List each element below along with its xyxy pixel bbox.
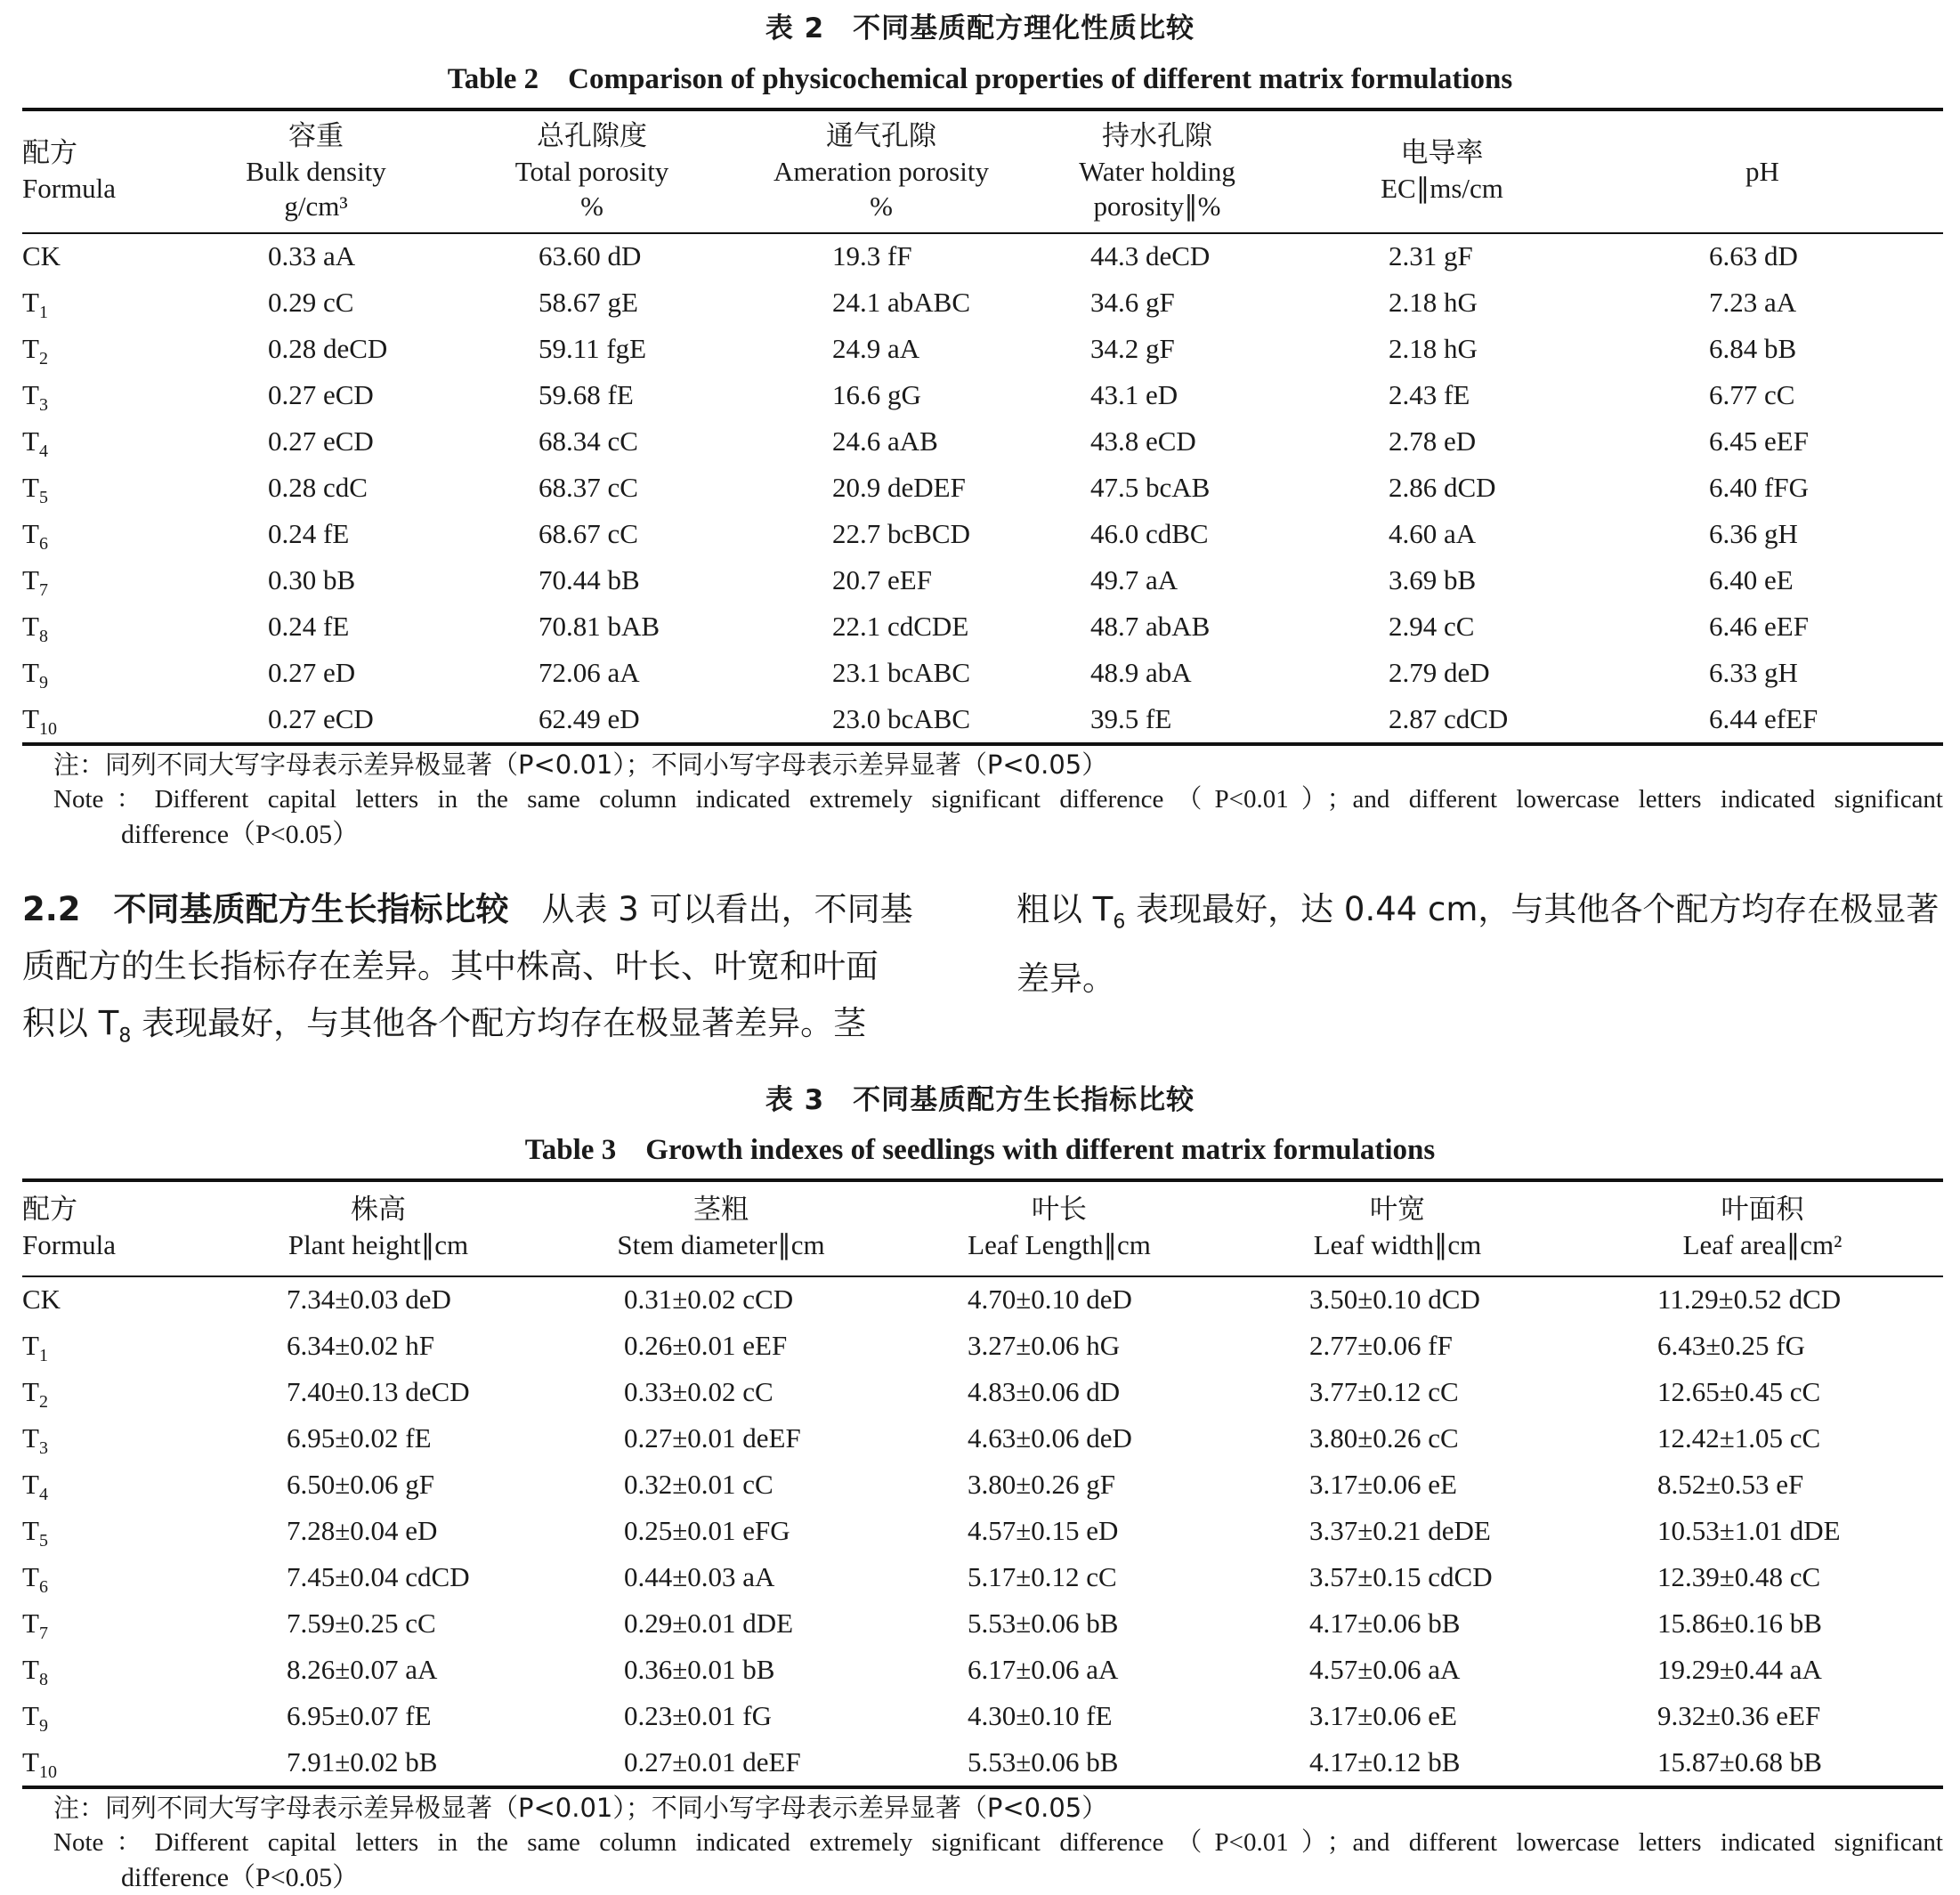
value-cell: 43.1 eD: [1090, 379, 1178, 410]
value-cell: 43.8 eCD: [1090, 425, 1196, 457]
value-cell: 0.33 aA: [268, 240, 356, 271]
table-row: [22, 1462, 1943, 1508]
value-cell: 63.60 dD: [539, 240, 642, 271]
table3-notes: [22, 1791, 1943, 1895]
table-row: [22, 511, 1943, 557]
value-cell: 8.26±0.07 aA: [287, 1654, 438, 1685]
value-cell: 5.53±0.06 bB: [968, 1608, 1119, 1639]
value-cell: 11.29±0.52 dCD: [1657, 1284, 1842, 1315]
formula-cell: $T_3$: [22, 1422, 48, 1459]
value-cell: 0.28 deCD: [268, 333, 388, 364]
value-cell: 23.1 bcABC: [832, 657, 970, 688]
value-cell: 20.7 eEF: [832, 564, 932, 595]
table2-caption-cn: 表 2 不同基质配方理化性质比较: [765, 12, 1195, 45]
value-cell: 6.50±0.06 gF: [287, 1469, 435, 1500]
formula-cell: $T_2$: [22, 1376, 48, 1413]
value-cell: 23.0 bcABC: [832, 703, 970, 734]
value-cell: 6.17±0.06 aA: [968, 1654, 1119, 1685]
value-cell: 0.29 cC: [268, 287, 354, 318]
table-row: [22, 1739, 1943, 1786]
value-cell: 4.60 aA: [1389, 518, 1477, 549]
section-heading: 2.2 不同基质配方生长指标比较: [22, 890, 509, 928]
value-cell: 68.37 cC: [539, 472, 638, 503]
value-cell: 6.40 eE: [1709, 564, 1794, 595]
value-cell: 3.50±0.10 dCD: [1309, 1284, 1480, 1315]
formula-cell: $T_{10}$: [22, 703, 57, 740]
formula-cell: $T_9$: [22, 657, 48, 693]
value-cell: 3.80±0.26 cC: [1309, 1422, 1459, 1454]
value-cell: 7.23 aA: [1709, 287, 1797, 318]
value-cell: 7.45±0.04 cdCD: [287, 1561, 470, 1592]
formula-cell: $T_4$: [22, 425, 48, 462]
formula-cell: $T_{10}$: [22, 1746, 57, 1783]
table-row: [22, 1323, 1943, 1369]
value-cell: 6.46 eEF: [1709, 611, 1809, 642]
table-row: [22, 1508, 1943, 1554]
value-cell: 39.5 fE: [1090, 703, 1172, 734]
value-cell: 6.40 fFG: [1709, 472, 1809, 503]
table3-caption-en: Table 3 Growth indexes of seedlings with different matrix formulations: [524, 1134, 1436, 1166]
value-cell: 34.2 gF: [1090, 333, 1175, 364]
value-cell: 3.80±0.26 gF: [968, 1469, 1116, 1500]
value-cell: 7.59±0.25 cC: [287, 1608, 436, 1639]
value-cell: 0.31±0.02 cCD: [624, 1284, 794, 1315]
section-text-line5: 差异。: [1016, 960, 1115, 999]
table-row: [22, 418, 1943, 465]
value-cell: 6.45 eEF: [1709, 425, 1809, 457]
value-cell: 6.84 bB: [1709, 333, 1797, 364]
value-cell: 6.36 gH: [1709, 518, 1798, 549]
table2-header-ph: pH: [1745, 156, 1779, 187]
table-row: [22, 1369, 1943, 1415]
value-cell: 5.53±0.06 bB: [968, 1746, 1119, 1778]
formula-cell: $T_6$: [22, 518, 48, 555]
formula-cell: $T_4$: [22, 1469, 48, 1505]
section-text-line4: 粗以 $T_6$ 表现最好，达 0.44 cm，与其他各个配方均存在极显著: [1016, 890, 1940, 934]
value-cell: 0.23±0.01 fG: [624, 1700, 772, 1731]
value-cell: 6.95±0.02 fE: [287, 1422, 432, 1454]
table-row: [22, 1647, 1943, 1693]
formula-cell: $T_8$: [22, 1654, 48, 1690]
value-cell: 58.67 gE: [539, 287, 638, 318]
formula-cell: CK: [22, 240, 61, 271]
value-cell: 24.1 abABC: [832, 287, 970, 318]
value-cell: 0.27 eD: [268, 657, 356, 688]
value-cell: 2.77±0.06 fF: [1309, 1330, 1453, 1361]
value-cell: 2.87 cdCD: [1389, 703, 1509, 734]
table-row: [22, 650, 1943, 696]
table3-header-plant-height: 株高 Plant height∥cm: [288, 1194, 469, 1260]
table3-bottom-rule: [22, 1786, 1943, 1789]
value-cell: 47.5 bcAB: [1090, 472, 1211, 503]
section-text-line1: 从表 3 可以看出，不同基: [508, 890, 913, 928]
value-cell: 0.28 cdC: [268, 472, 368, 503]
value-cell: 2.18 hG: [1389, 287, 1478, 318]
table-row: [22, 233, 1943, 279]
section-2-2-right-column: [1016, 881, 1942, 1008]
value-cell: 3.37±0.21 deDE: [1309, 1515, 1491, 1546]
value-cell: 68.34 cC: [539, 425, 638, 457]
table-row: [22, 557, 1943, 603]
value-cell: 0.24 fE: [268, 611, 350, 642]
value-cell: 6.77 cC: [1709, 379, 1795, 410]
section-text-line3: 积以 $T_8$ 表现最好，与其他各个配方均存在极显著差异。茎: [22, 1004, 867, 1048]
value-cell: 4.70±0.10 deD: [968, 1284, 1132, 1315]
value-cell: 4.57±0.15 eD: [968, 1515, 1119, 1546]
table3-note-en: Note：Different capital letters in the same column indicated extremely significant difference（P<0.01）；and different lowercase letters indicated significant difference（P<0.05）: [53, 1828, 1943, 1892]
value-cell: 68.67 cC: [539, 518, 638, 549]
value-cell: 34.6 gF: [1090, 287, 1175, 318]
value-cell: 46.0 cdBC: [1090, 518, 1209, 549]
value-cell: 22.7 bcBCD: [832, 518, 970, 549]
value-cell: 2.18 hG: [1389, 333, 1478, 364]
table3-header-stem-diameter: 茎粗 Stem diameter∥cm: [617, 1194, 825, 1260]
table3-body: [22, 1276, 1943, 1786]
value-cell: 0.25±0.01 eFG: [624, 1515, 790, 1546]
section-2-2-left-column: [22, 881, 948, 1065]
value-cell: 49.7 aA: [1090, 564, 1178, 595]
value-cell: 3.17±0.06 eE: [1309, 1469, 1457, 1500]
value-cell: 3.77±0.12 cC: [1309, 1376, 1459, 1407]
value-cell: 6.34±0.02 hF: [287, 1330, 435, 1361]
value-cell: 3.17±0.06 eE: [1309, 1700, 1457, 1731]
value-cell: 62.49 eD: [539, 703, 640, 734]
value-cell: 2.86 dCD: [1389, 472, 1496, 503]
formula-cell: $T_2$: [22, 333, 48, 369]
value-cell: 16.6 gG: [832, 379, 921, 410]
table3-header-formula: 配方 Formula: [22, 1194, 117, 1260]
formula-cell: $T_7$: [22, 564, 48, 601]
value-cell: 72.06 aA: [539, 657, 640, 688]
table3-top-rule: [22, 1178, 1943, 1182]
value-cell: 0.29±0.01 dDE: [624, 1608, 794, 1639]
value-cell: 48.7 abAB: [1090, 611, 1211, 642]
value-cell: 7.91±0.02 bB: [287, 1746, 438, 1778]
value-cell: 7.40±0.13 deCD: [287, 1376, 470, 1407]
value-cell: 70.81 bAB: [539, 611, 660, 642]
value-cell: 15.87±0.68 bB: [1657, 1746, 1822, 1778]
table-row: [22, 1600, 1943, 1647]
formula-cell: $T_5$: [22, 1515, 48, 1551]
value-cell: 12.65±0.45 cC: [1657, 1376, 1821, 1407]
value-cell: 6.44 efEF: [1709, 703, 1818, 734]
value-cell: 9.32±0.36 eEF: [1657, 1700, 1821, 1731]
table2-note-en: Note：Different capital letters in the same column indicated extremely significant difference（P<0.01）；and different lowercase letters indicated significant difference（P<0.05）: [53, 785, 1943, 849]
value-cell: 0.30 bB: [268, 564, 356, 595]
formula-cell: $T_3$: [22, 379, 48, 416]
value-cell: 4.63±0.06 deD: [968, 1422, 1132, 1454]
table2-header-ec: 电导率 EC∥ms/cm: [1381, 137, 1503, 204]
table2-header-total-porosity: 总孔隙度 Total porosity %: [514, 120, 669, 222]
table-row: [22, 279, 1943, 326]
section-text-line2: 质配方的生长指标存在差异。其中株高、叶长、叶宽和叶面: [22, 947, 879, 985]
formula-cell: $T_7$: [22, 1608, 48, 1644]
value-cell: 4.57±0.06 aA: [1309, 1654, 1461, 1685]
table3-note-cn: 注：同列不同大写字母表示差异极显著（P<0.01）；不同小写字母表示差异显著（P<0.05）: [53, 1793, 1108, 1823]
formula-cell: $T_9$: [22, 1700, 48, 1737]
value-cell: 24.6 aAB: [832, 425, 938, 457]
value-cell: 2.94 cC: [1389, 611, 1475, 642]
value-cell: 2.43 fE: [1389, 379, 1470, 410]
value-cell: 48.9 abA: [1090, 657, 1192, 688]
table-row: [22, 1693, 1943, 1739]
value-cell: 7.28±0.04 eD: [287, 1515, 438, 1546]
value-cell: 59.68 fE: [539, 379, 634, 410]
table-row: [22, 1554, 1943, 1600]
table2-caption-en: Table 2 Comparison of physicochemical properties of different matrix formulations: [447, 63, 1513, 95]
value-cell: 70.44 bB: [539, 564, 640, 595]
value-cell: 4.17±0.06 bB: [1309, 1608, 1461, 1639]
table2-note-cn: 注：同列不同大写字母表示差异极显著（P<0.01）；不同小写字母表示差异显著（P<0.05）: [53, 749, 1108, 780]
value-cell: 6.43±0.25 fG: [1657, 1330, 1805, 1361]
value-cell: 2.78 eD: [1389, 425, 1477, 457]
table-row: [22, 1276, 1943, 1323]
value-cell: 0.26±0.01 eEF: [624, 1330, 788, 1361]
value-cell: 0.44±0.03 aA: [624, 1561, 775, 1592]
table-row: [22, 1415, 1943, 1462]
value-cell: 4.30±0.10 fE: [968, 1700, 1113, 1731]
table-row: [22, 465, 1943, 511]
value-cell: 8.52±0.53 eF: [1657, 1469, 1804, 1500]
value-cell: 0.32±0.01 cC: [624, 1469, 773, 1500]
value-cell: 0.27 eCD: [268, 425, 374, 457]
value-cell: 0.36±0.01 bB: [624, 1654, 775, 1685]
table-row: [22, 696, 1943, 742]
value-cell: 0.24 fE: [268, 518, 350, 549]
table-row: [22, 372, 1943, 418]
value-cell: 0.33±0.02 cC: [624, 1376, 773, 1407]
value-cell: 2.31 gF: [1389, 240, 1473, 271]
value-cell: 20.9 deDEF: [832, 472, 966, 503]
formula-cell: $T_6$: [22, 1561, 48, 1598]
table-row: [22, 603, 1943, 650]
value-cell: 15.86±0.16 bB: [1657, 1608, 1822, 1639]
table3-header-leaf-area: 叶面积 Leaf area∥cm²: [1682, 1194, 1843, 1260]
table2-header-bulk-density: 容重 Bulk density g/cm³: [246, 120, 386, 222]
value-cell: 4.17±0.12 bB: [1309, 1746, 1461, 1778]
formula-cell: $T_1$: [22, 287, 48, 323]
table-row: [22, 326, 1943, 372]
value-cell: 24.9 aA: [832, 333, 920, 364]
value-cell: 4.83±0.06 dD: [968, 1376, 1121, 1407]
table2-body: [22, 233, 1943, 742]
value-cell: 6.63 dD: [1709, 240, 1798, 271]
value-cell: 3.57±0.15 cdCD: [1309, 1561, 1493, 1592]
value-cell: 0.27 eCD: [268, 379, 374, 410]
table2-header-water-holding: 持水孔隙 Water holding porosity∥%: [1079, 120, 1235, 222]
formula-cell: $T_5$: [22, 472, 48, 508]
value-cell: 2.79 deD: [1389, 657, 1490, 688]
table3-header-leaf-length: 叶长 Leaf Length∥cm: [968, 1194, 1151, 1260]
value-cell: 19.3 fF: [832, 240, 912, 271]
value-cell: 0.27±0.01 deEF: [624, 1422, 801, 1454]
value-cell: 0.27 eCD: [268, 703, 374, 734]
value-cell: 0.27±0.01 deEF: [624, 1746, 801, 1778]
value-cell: 7.34±0.03 deD: [287, 1284, 451, 1315]
formula-cell: $T_1$: [22, 1330, 48, 1366]
value-cell: 3.69 bB: [1389, 564, 1477, 595]
value-cell: 59.11 fgE: [539, 333, 647, 364]
value-cell: 12.39±0.48 cC: [1657, 1561, 1821, 1592]
table2-notes: [22, 748, 1943, 852]
value-cell: 19.29±0.44 aA: [1657, 1654, 1822, 1685]
table2-header-formula: 配方 Formula: [22, 137, 117, 204]
value-cell: 22.1 cdCDE: [832, 611, 969, 642]
value-cell: 5.17±0.12 cC: [968, 1561, 1117, 1592]
value-cell: 10.53±1.01 dDE: [1657, 1515, 1841, 1546]
value-cell: 44.3 deCD: [1090, 240, 1211, 271]
value-cell: 6.33 gH: [1709, 657, 1798, 688]
table3-caption-cn: 表 3 不同基质配方生长指标比较: [765, 1084, 1195, 1116]
table2-top-rule: [22, 108, 1943, 111]
formula-cell: CK: [22, 1284, 61, 1315]
table2-bottom-rule: [22, 742, 1943, 746]
table2-header-ameration-porosity: 通气孔隙 Ameration porosity %: [773, 120, 989, 222]
table3-header-leaf-width: 叶宽 Leaf width∥cm: [1313, 1194, 1482, 1260]
value-cell: 12.42±1.05 cC: [1657, 1422, 1821, 1454]
value-cell: 3.27±0.06 hG: [968, 1330, 1121, 1361]
formula-cell: $T_8$: [22, 611, 48, 647]
value-cell: 6.95±0.07 fE: [287, 1700, 432, 1731]
